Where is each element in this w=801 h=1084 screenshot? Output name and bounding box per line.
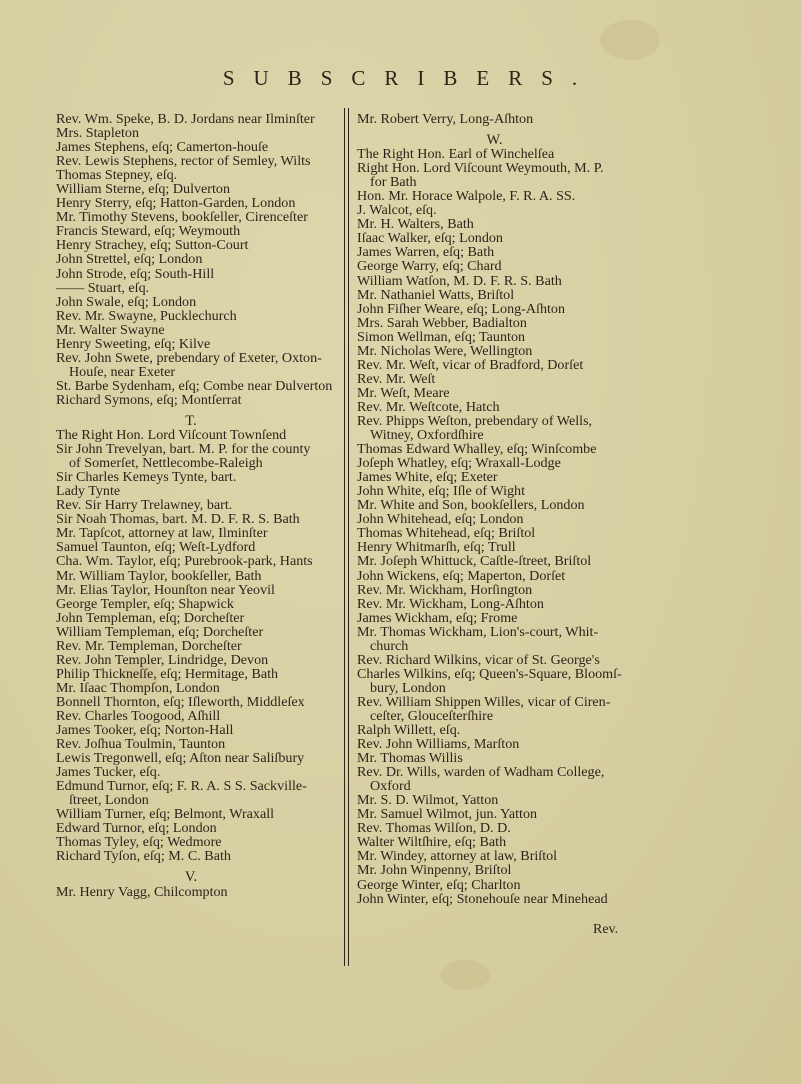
subscriber-line: Richard Symons, eſq; Montſerrat [56, 391, 242, 408]
subscriber-line: James Tucker, eſq. [56, 764, 161, 781]
subscriber-entry [357, 189, 632, 203]
subscriber-entry [357, 863, 632, 877]
subscriber-entry [56, 765, 326, 779]
subscriber-line: Mr. Tapſcot, attorney at law, Ilminſter [56, 525, 268, 542]
subscriber-entry [357, 625, 632, 653]
subscriber-continuation: of Somerſet, Nettlecombe-Raleigh [69, 455, 263, 472]
subscriber-line: The Right Hon. Lord Viſcount Townſend [56, 427, 287, 444]
subscriber-entry [357, 526, 632, 540]
subscriber-entry [357, 344, 632, 358]
subscriber-entry [56, 885, 326, 899]
subscriber-line: Rev. Mr. Weſtcote, Hatch [357, 398, 500, 415]
subscriber-line: Philip Thickneſſe, eſq; Hermitage, Bath [56, 665, 279, 682]
subscriber-entry [56, 737, 326, 751]
subscriber-line: Rev. Joſhua Toulmin, Taunton [56, 736, 226, 753]
subscriber-entry [357, 147, 632, 161]
subscriber-entry [357, 217, 632, 231]
subscriber-line: Lewis Tregonwell, eſq; Aſton near Saliſbury [56, 750, 305, 767]
subscriber-line: James Warren, eſq; Bath [357, 244, 495, 261]
subscriber-line: —— Stuart, eſq. [56, 279, 150, 296]
subscriber-entry [56, 309, 326, 323]
subscriber-line: Rev. Lewis Stephens, rector of Semley, Wilts [56, 153, 311, 170]
subscriber-line: Rev. Thomas Wilſon, D. D. [357, 820, 511, 837]
subscriber-entry [56, 554, 326, 568]
subscriber-line: Sir Noah Thomas, bart. M. D. F. R. S. Bath [56, 511, 300, 528]
subscriber-line: Thomas Whitehead, eſq; Briſtol [357, 525, 536, 542]
subscriber-line: Bonnell Thornton, eſq; Iſleworth, Middleſex [56, 693, 305, 710]
subscriber-entry [357, 414, 632, 442]
subscriber-entry [56, 484, 326, 498]
subscriber-entry [56, 393, 326, 407]
subscriber-entry [357, 302, 632, 316]
subscriber-entry [56, 224, 326, 238]
subscriber-line: Sir John Trevelyan, bart. M. P. for the county [56, 441, 311, 458]
section-heading-w: W. [486, 132, 503, 149]
subscriber-line: Mr. Timothy Stevens, bookſeller, Cirenceſter [56, 209, 308, 226]
subscriber-line: Simon Wellman, eſq; Taunton [357, 328, 526, 345]
subscriber-line: Rev. John Williams, Marſton [357, 736, 520, 753]
subscriber-line: Henry Whitmarſh, eſq; Trull [357, 539, 516, 556]
subscriber-entry [357, 569, 632, 583]
subscriber-line: James White, eſq; Exeter [357, 469, 498, 486]
subscriber-line: Iſaac Walker, eſq; London [357, 230, 503, 247]
subscriber-entry [357, 849, 632, 863]
subscriber-line: Mr. Weſt, Meare [357, 384, 450, 401]
subscriber-entry [357, 793, 632, 807]
subscriber-line: John Swale, eſq; London [56, 293, 197, 310]
subscriber-line: J. Walcot, eſq. [357, 202, 437, 219]
subscriber-entry [56, 639, 326, 653]
subscriber-continuation: ſtreet, London [69, 792, 149, 809]
subscriber-entry [357, 554, 632, 568]
subscriber-entry [56, 821, 326, 835]
subscriber-entry [357, 765, 632, 793]
subscriber-entry [56, 611, 326, 625]
subscriber-line: James Wickham, eſq; Frome [357, 609, 518, 626]
subscriber-line: Rev. Mr. Weſt [357, 370, 436, 387]
subscriber-entry [56, 168, 326, 182]
subscriber-entry [357, 259, 632, 273]
subscriber-line: Thomas Tyley, eſq; Wedmore [56, 834, 222, 851]
subscriber-entry [357, 442, 632, 456]
subscriber-line: Rev. Mr. Swayne, Pucklechurch [56, 307, 237, 324]
subscriber-line: Mr. Robert Verry, Long-Aſhton [357, 111, 534, 127]
subscriber-line: Henry Sterry, eſq; Hatton-Garden, London [56, 195, 296, 212]
subscriber-line: John Strode, eſq; South-Hill [56, 265, 215, 282]
subscriber-line: Rev. Richard Wilkins, vicar of St. George's [357, 651, 600, 668]
subscriber-line: Samuel Taunton, eſq; Weſt-Lydford [56, 539, 256, 556]
subscriber-entry [56, 428, 326, 442]
subscriber-entry [56, 653, 326, 667]
subscriber-line: William Watſon, M. D. F. R. S. Bath [357, 272, 562, 289]
subscriber-entry [357, 878, 632, 892]
subscriber-line: Mr. Elias Taylor, Hounſton near Yeovil [56, 581, 275, 598]
subscriber-entry [357, 653, 632, 667]
subscriber-entry [357, 540, 632, 554]
subscriber-line: Mrs. Stapleton [56, 125, 139, 142]
subscriber-entry [357, 112, 632, 126]
subscriber-entry [357, 231, 632, 245]
subscriber-line: Mr. H. Walters, Bath [357, 216, 474, 233]
subscriber-line: Edmund Turnor, eſq; F. R. A. S S. Sackville- [56, 778, 307, 795]
subscriber-entry [56, 695, 326, 709]
subscriber-line: Rev. Mr. Wickham, Horſington [357, 581, 533, 598]
subscriber-line: Walter Wiltſhire, eſq; Bath [357, 834, 507, 851]
subscriber-line: Rev. Wm. Speke, B. D. Jordans near Ilminſter [56, 111, 315, 127]
subscriber-entry [56, 681, 326, 695]
subscriber-line: Mr. Henry Vagg, Chilcompton [56, 883, 228, 900]
subscriber-entry [56, 351, 326, 379]
subscriber-line: James Tooker, eſq; Norton-Hall [56, 722, 234, 739]
subscriber-entry [56, 709, 326, 723]
subscriber-line: Charles Wilkins, eſq; Queen's-Square, Bloomſ- [357, 665, 622, 682]
subscriber-entry [56, 295, 326, 309]
subscriber-entry [357, 723, 632, 737]
entries-v-right [357, 112, 632, 126]
subscriber-entry [357, 161, 632, 189]
subscriber-continuation: Houſe, near Exeter [69, 363, 176, 380]
subscriber-entry [357, 583, 632, 597]
entries-v [56, 885, 326, 899]
subscriber-entry [56, 470, 326, 484]
subscriber-line: Rev. William Shippen Willes, vicar of Ciren- [357, 693, 611, 710]
subscriber-line: Rev. John Swete, prebendary of Exeter, Oxton- [56, 349, 322, 366]
subscriber-line: George Winter, eſq; Charlton [357, 876, 521, 893]
subscriber-line: Edward Turnor, eſq; London [56, 820, 217, 837]
subscriber-line: John White, eſq; Iſle of Wight [357, 483, 526, 500]
subscriber-line: Mr. Nicholas Were, Wellington [357, 342, 533, 359]
subscriber-entry [56, 323, 326, 337]
entries-t [56, 428, 326, 863]
left-column [56, 111, 333, 900]
subscriber-entry [56, 526, 326, 540]
subscriber-entry [357, 316, 632, 330]
subscriber-line: Rev. Sir Harry Trelawney, bart. [56, 497, 233, 514]
subscriber-line: Rev. Charles Toogood, Aſhill [56, 707, 221, 724]
subscriber-entry [56, 498, 326, 512]
subscriber-line: William Sterne, eſq; Dulverton [56, 181, 230, 198]
right-column [357, 112, 632, 906]
subscriber-entry [357, 892, 632, 906]
subscriber-entry [56, 442, 326, 470]
subscriber-line: Lady Tynte [56, 483, 121, 500]
subscriber-entry [56, 377, 333, 394]
subscriber-entry [357, 512, 632, 526]
subscriber-entry [357, 597, 632, 611]
subscriber-entry [56, 238, 326, 252]
page-title: SUBSCRIBERS. [222, 66, 597, 90]
subscriber-line: Henry Sweeting, eſq; Kilve [56, 335, 211, 352]
subscriber-entry [357, 274, 632, 288]
subscriber-entry [357, 400, 632, 414]
subscriber-entry [357, 288, 632, 302]
subscriber-entry [56, 126, 326, 140]
subscriber-line: Mr. William Taylor, bookſeller, Bath [56, 567, 262, 584]
subscriber-line: The Right Hon. Earl of Winchelſea [357, 146, 555, 163]
subscriber-entry [56, 140, 326, 154]
section-heading-t: T. [185, 412, 197, 429]
subscriber-entry [56, 281, 326, 295]
subscriber-entry [56, 540, 326, 554]
subscriber-entry [56, 154, 326, 168]
catchword: Rev. [593, 922, 619, 937]
subscriber-entry [56, 667, 326, 681]
subscriber-line: St. Barbe Sydenham, eſq; Combe near Dulverton [56, 377, 333, 394]
subscriber-continuation: for Bath [370, 174, 417, 191]
subscriber-line: John Templeman, eſq; Dorcheſter [56, 609, 245, 626]
subscriber-entry [56, 569, 326, 583]
subscriber-entry [357, 456, 632, 470]
subscriber-entry [357, 835, 632, 849]
entries-w [357, 147, 632, 906]
subscriber-line: George Templer, eſq; Shapwick [56, 595, 234, 612]
subscriber-line: Mr. Joſeph Whittuck, Caſtle-ſtreet, Briſtol [357, 553, 592, 570]
subscriber-line: Rev. Dr. Wills, warden of Wadham College, [357, 764, 605, 781]
subscriber-line: Mr. Windey, attorney at law, Briſtol [357, 848, 558, 865]
subscriber-line: Mr. Iſaac Thompſon, London [56, 679, 220, 696]
subscriber-entry [357, 737, 632, 751]
subscriber-entry [357, 498, 632, 512]
subscriber-continuation: church [370, 637, 409, 654]
subscriber-line: John Wickens, eſq; Maperton, Dorſet [357, 567, 566, 584]
subscriber-line: Rev. John Templer, Lindridge, Devon [56, 651, 269, 668]
subscriber-entry [56, 196, 326, 210]
subscriber-line: Mr. Thomas Willis [357, 750, 463, 767]
subscriber-line: Ralph Willett, eſq. [357, 722, 461, 739]
subscriber-entry [56, 779, 326, 807]
subscriber-entry [357, 358, 632, 372]
subscriber-entry [56, 597, 326, 611]
subscriber-line: Mr. Samuel Wilmot, jun. Yatton [357, 806, 538, 823]
subscriber-continuation: ceſter, Glouceſterſhire [370, 707, 494, 724]
subscriber-line: James Stephens, eſq; Camerton-houſe [56, 139, 269, 156]
subscriber-entry [357, 667, 632, 695]
subscriber-entry [357, 386, 632, 400]
subscriber-entry [56, 723, 326, 737]
subscriber-line: Henry Strachey, eſq; Sutton-Court [56, 237, 249, 254]
subscriber-line: Rev. Mr. Templeman, Dorcheſter [56, 637, 242, 654]
subscriber-entry [56, 835, 326, 849]
subscriber-line: Cha. Wm. Taylor, eſq; Purebrook-park, Hants [56, 553, 313, 570]
subscriber-entry [357, 372, 632, 386]
subscriber-line: Mr. White and Son, bookſellers, London [357, 497, 585, 514]
subscriber-entry [357, 245, 632, 259]
subscriber-line: Rev. Mr. Wickham, Long-Aſhton [357, 595, 544, 612]
subscriber-entry [357, 807, 632, 821]
subscriber-entry [56, 112, 326, 126]
subscriber-entry [56, 751, 326, 765]
subscriber-line: Mrs. Sarah Webber, Badialton [357, 314, 527, 331]
subscriber-continuation: Oxford [370, 778, 411, 795]
subscriber-line: John Fiſher Weare, eſq; Long-Aſhton [357, 300, 566, 317]
subscriber-line: Francis Steward, eſq; Weymouth [56, 223, 241, 240]
subscriber-line: John Winter, eſq; Stonehouſe near Minehead [357, 890, 608, 907]
subscriber-line: John Strettel, eſq; London [56, 251, 203, 268]
entries-s [56, 111, 333, 408]
subscriber-line: Mr. John Winpenny, Briſtol [357, 862, 512, 879]
subscriber-line: Mr. Walter Swayne [56, 321, 165, 338]
subscriber-entry [56, 337, 326, 351]
subscriber-entry [357, 751, 632, 765]
subscriber-entry [56, 807, 326, 821]
subscriber-entry [56, 512, 326, 526]
subscriber-entry [56, 210, 326, 224]
subscriber-entry [56, 583, 326, 597]
subscriber-line: John Whitehead, eſq; London [357, 511, 524, 528]
subscriber-line: Rev. Mr. Weſt, vicar of Bradford, Dorſet [357, 356, 584, 373]
subscriber-entry [357, 611, 632, 625]
subscriber-line: Joſeph Whatley, eſq; Wraxall-Lodge [357, 455, 561, 472]
subscriber-entry [357, 484, 632, 498]
subscriber-entry [357, 695, 632, 723]
subscriber-line: Hon. Mr. Horace Walpole, F. R. A. SS. [357, 188, 576, 205]
subscriber-line: William Templeman, eſq; Dorcheſter [56, 623, 264, 640]
subscriber-line: William Turner, eſq; Belmont, Wraxall [56, 806, 275, 823]
subscriber-entry [357, 821, 632, 835]
subscriber-line: Mr. Nathaniel Watts, Briſtol [357, 286, 515, 303]
subscriber-line: Sir Charles Kemeys Tynte, bart. [56, 469, 237, 486]
subscriber-entry [56, 182, 326, 196]
subscriber-entry [357, 330, 632, 344]
subscriber-entry [357, 203, 632, 217]
subscriber-line: Mr. S. D. Wilmot, Yatton [357, 792, 499, 809]
subscriber-entry [56, 849, 326, 863]
subscriber-entry [357, 470, 632, 484]
subscriber-entry [56, 625, 326, 639]
subscriber-line: Rev. Phipps Weſton, prebendary of Wells, [357, 412, 593, 429]
column-divider [344, 108, 349, 966]
subscriber-line: Thomas Edward Whalley, eſq; Winſcombe [357, 441, 597, 458]
subscriber-line: George Warry, eſq; Chard [357, 258, 502, 275]
subscriber-line: Right Hon. Lord Viſcount Weymouth, M. P. [357, 160, 604, 177]
subscriber-continuation: Witney, Oxfordſhire [370, 427, 484, 444]
subscriber-entry [56, 252, 326, 266]
subscriber-line: Richard Tyſon, eſq; M. C. Bath [56, 848, 231, 865]
subscriber-line: Mr. Thomas Wickham, Lion's-court, Whit- [357, 623, 599, 640]
section-heading-v: V. [184, 869, 198, 886]
subscriber-continuation: bury, London [370, 679, 446, 696]
subscriber-line: Thomas Stepney, eſq. [56, 167, 178, 184]
subscriber-entry [56, 267, 326, 281]
